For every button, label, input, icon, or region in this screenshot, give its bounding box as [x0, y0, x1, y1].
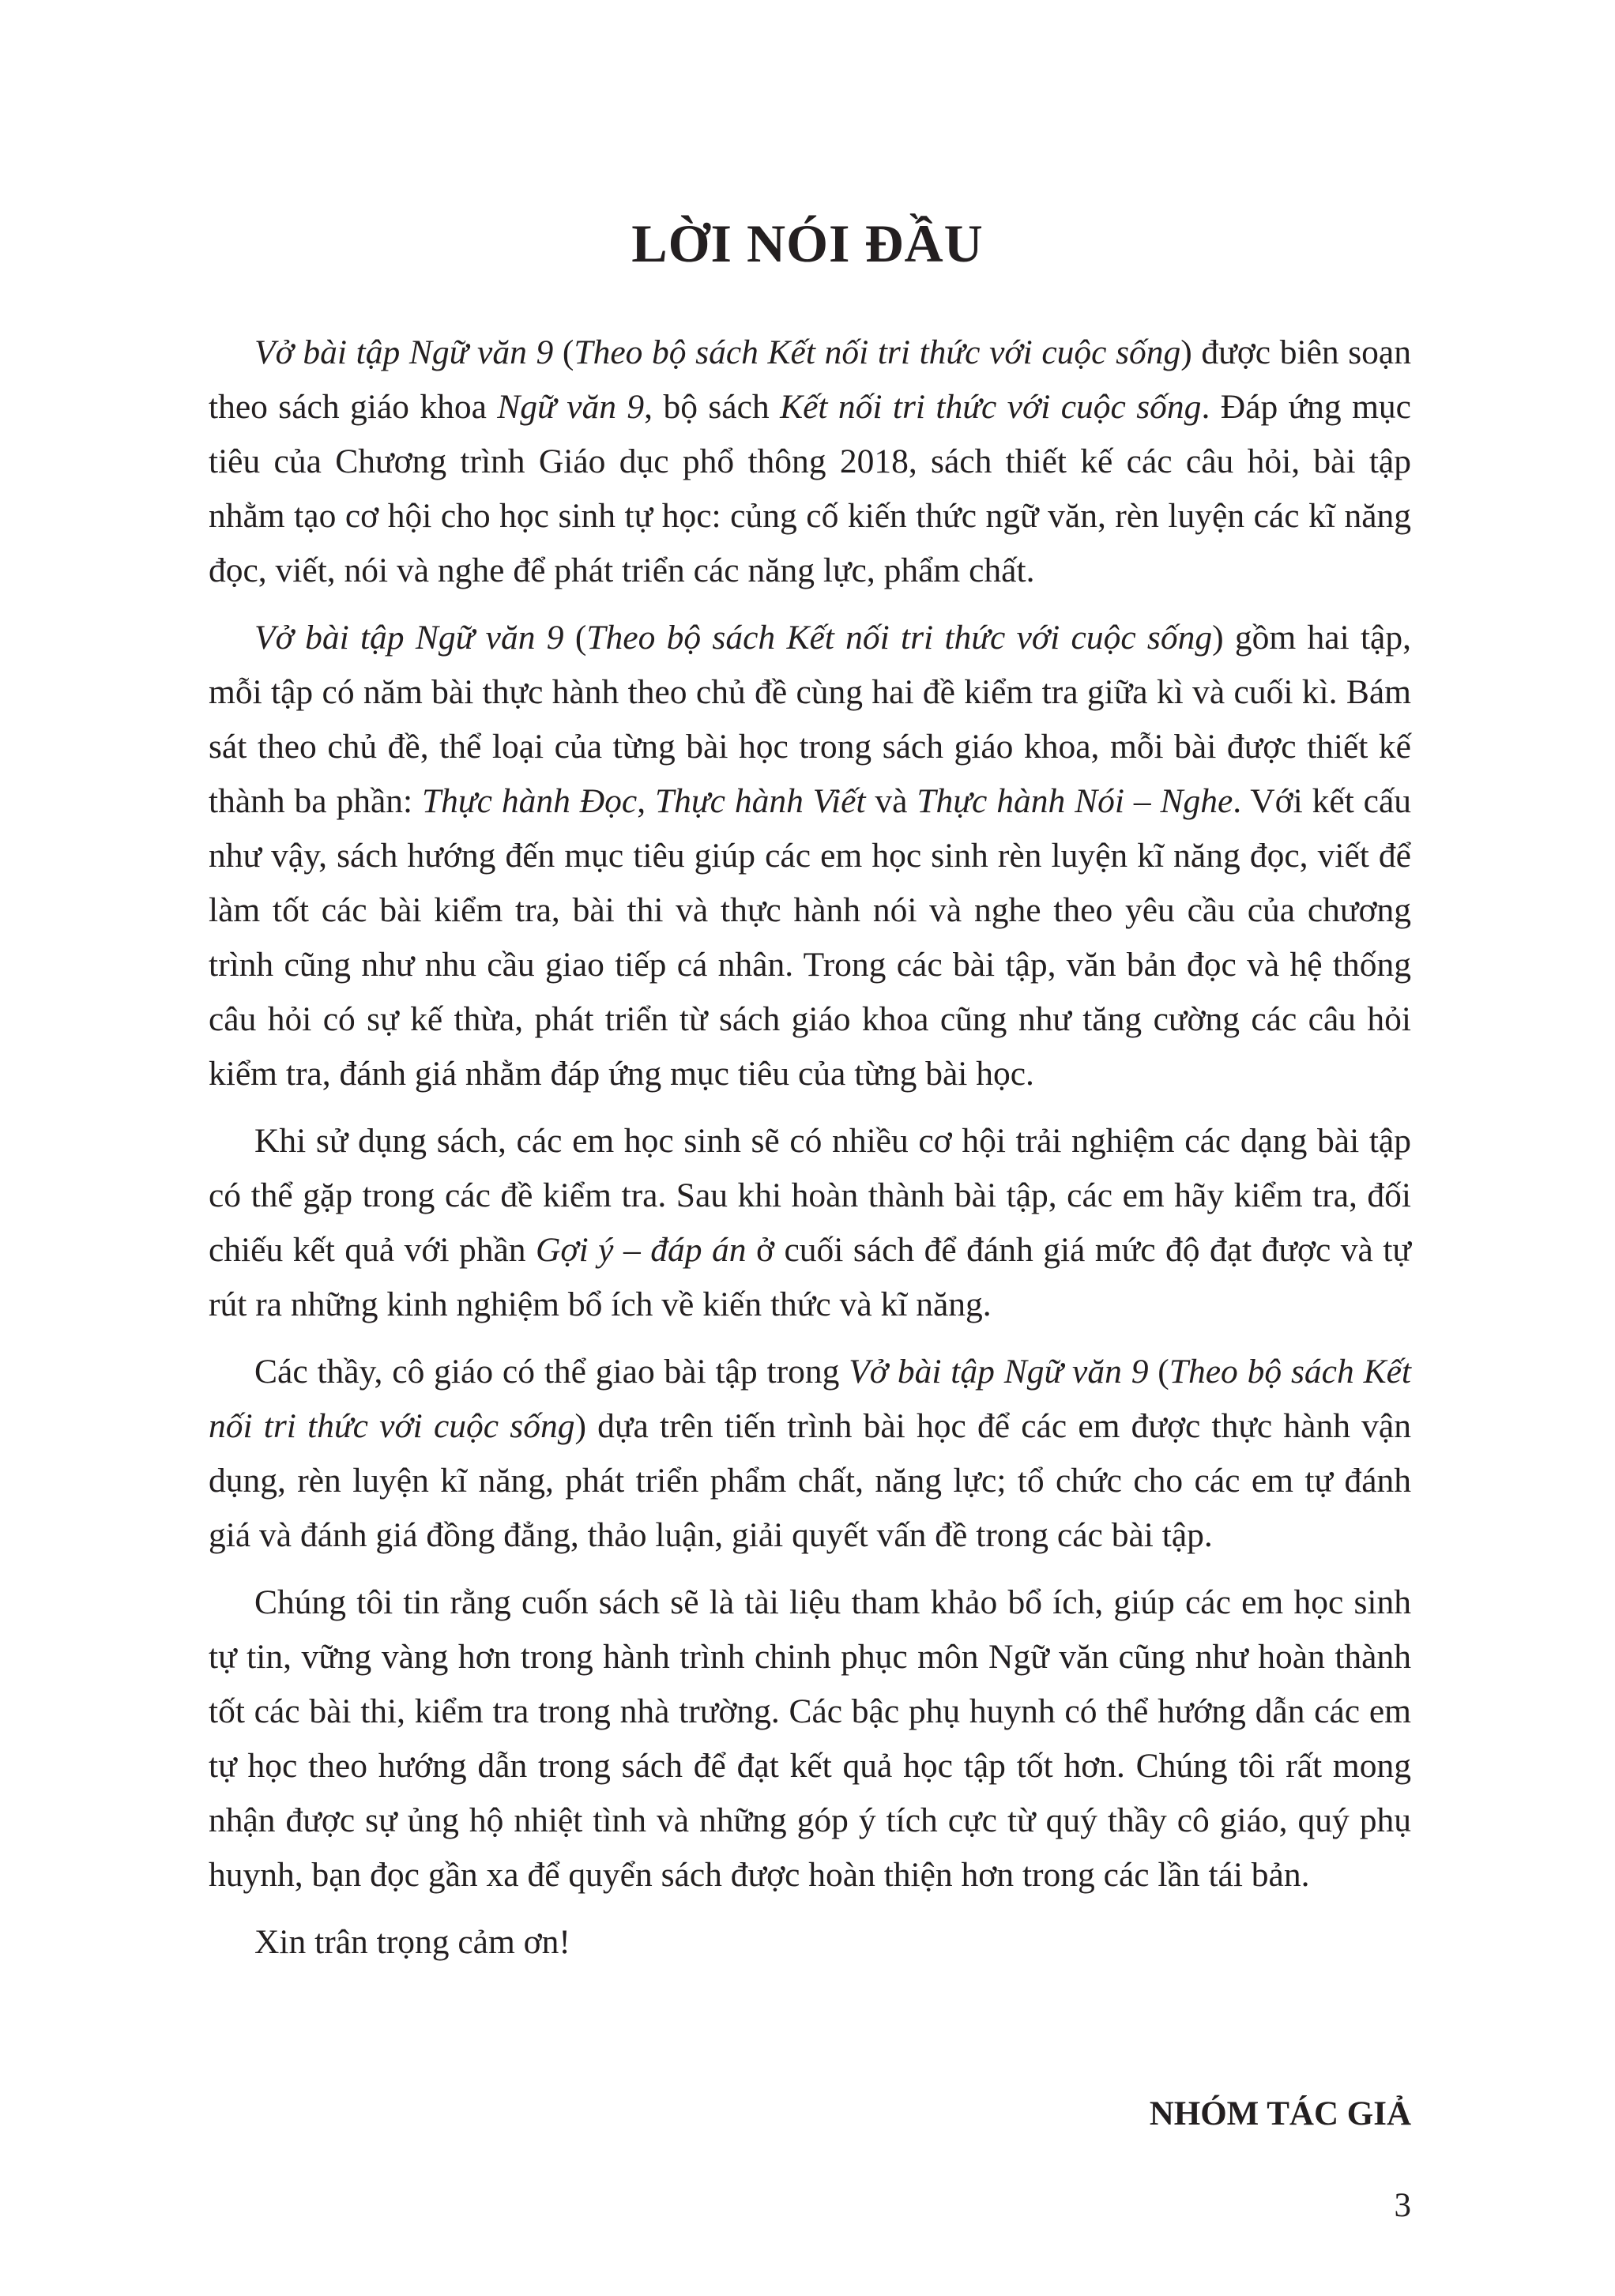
paragraph-3 — [209, 1114, 1411, 1332]
preface-body — [209, 326, 1411, 1982]
text-run: . Với kết cấu như vậy, sách hướng đến mục tiêu giúp các em học sinh rèn luyện kĩ năng đọc, viết để làm tốt các bài kiểm tra, bài thi và thực hành nói và nghe theo yêu cầu của chương trình cũng như nhu cầu giao tiếp cá nhân. Trong các bài tập, văn bản đọc và hệ thống câu hỏi có sự kế thừa, phát triển từ sách giáo khoa cũng như tăng cường các câu hỏi kiểm tra, đánh giá nhằm đáp ứng mục tiêu của từng bài học. — [209, 782, 1412, 1093]
italic-run: Vở bài tập Ngữ văn 9 — [254, 333, 554, 371]
italic-run: Thực hành Nói – Nghe — [917, 782, 1233, 820]
text-run: Khi sử dụng sách, các em học sinh sẽ có nhiều cơ hội trải nghiệm các dạng bài tập có thể gặp trong các đề kiểm tra. Sau khi hoàn thành bài tập, các em hãy kiểm tra, đối chiếu kết quả với phần — [209, 1122, 1411, 1269]
text-run: ) được biên soạn theo sách giáo khoa — [209, 333, 1411, 426]
author-signature: NHÓM TÁC GIẢ — [1149, 2095, 1411, 2132]
italic-run: Theo bộ sách Kết nối tri thức với cuộc sống — [574, 333, 1181, 371]
page-title: LỜI NÓI ĐẦU — [631, 213, 984, 273]
text-run: Chúng tôi tin rằng cuốn sách sẽ là tài liệu tham khảo bổ ích, giúp các em học sinh tự tin, vững vàng hơn trong hành trình chinh phục môn Ngữ văn cũng như hoàn thành tốt các bài thi, kiểm tra trong nhà trường. Các bậc phụ huynh có thể hướng dẫn các em tự học theo hướng dẫn trong sách để đạt kết quả học tập tốt hơn. Chúng tôi rất mong nhận được sự ủng hộ nhiệt tình và những góp ý tích cực từ quý thầy cô giáo, quý phụ huynh, bạn đọc gần xa để quyển sách được hoàn thiện hơn trong các lần tái bản. — [209, 1583, 1411, 1894]
italic-run: Vở bài tập Ngữ văn 9 — [849, 1353, 1149, 1391]
text-run: ( — [563, 619, 587, 657]
italic-run: Thực hành Viết — [654, 782, 866, 820]
paragraph-5 — [209, 1575, 1411, 1903]
paragraph-4 — [209, 1345, 1411, 1563]
text-run: Xin trân trọng cảm ơn! — [254, 1923, 570, 1961]
text-run: ( — [553, 333, 574, 371]
italic-run: Vở bài tập Ngữ văn 9 — [254, 619, 564, 657]
italic-run: Ngữ văn 9 — [497, 388, 645, 426]
text-run: và — [865, 782, 917, 820]
paragraph-1 — [209, 326, 1411, 598]
paragraph-2 — [209, 611, 1411, 1101]
text-run: , — [637, 782, 655, 820]
italic-run: Theo bộ sách Kết nối tri thức với cuộc sống — [586, 619, 1213, 657]
page-number: 3 — [1394, 2187, 1411, 2224]
text-run: ) gồm hai tập, mỗi tập có năm bài thực hành theo chủ đề cùng hai đề kiểm tra giữa kì và cuối kì. Bám sát theo chủ đề, thể loại của từng bài học trong sách giáo khoa, mỗi bài được thiết kế thành ba phần: — [209, 619, 1411, 820]
text-run: , bộ sách — [644, 388, 781, 426]
text-run: Các thầy, cô giáo có thể giao bài tập trong — [254, 1353, 849, 1391]
text-run: ) dựa trên tiến trình bài học để các em được thực hành vận dụng, rèn luyện kĩ năng, phát triển phẩm chất, năng lực; tổ chức cho các em tự đánh giá và đánh giá đồng đẳng, thảo luận, giải quyết vấn đề trong các bài tập. — [209, 1407, 1411, 1554]
italic-run: Thực hành Đọc — [421, 782, 638, 820]
italic-run: Gợi ý – đáp án — [535, 1231, 747, 1269]
text-run: ( — [1148, 1353, 1169, 1391]
closing-line — [209, 1915, 1411, 1970]
text-run: . Đáp ứng mục tiêu của Chương trình Giáo dục phổ thông 2018, sách thiết kế các câu hỏi, bài tập nhằm tạo cơ hội cho học sinh tự học: củng cố kiến thức ngữ văn, rèn luyện các kĩ năng đọc, viết, nói và nghe để phát triển các năng lực, phẩm chất. — [209, 388, 1411, 589]
text-run: ở cuối sách để đánh giá mức độ đạt được và tự rút ra những kinh nghiệm bổ ích về kiến thức và kĩ năng. — [209, 1231, 1411, 1323]
italic-run: Kết nối tri thức với cuộc sống — [780, 388, 1202, 426]
italic-run: Theo bộ sách Kết nối tri thức với cuộc sống — [209, 1353, 1411, 1445]
